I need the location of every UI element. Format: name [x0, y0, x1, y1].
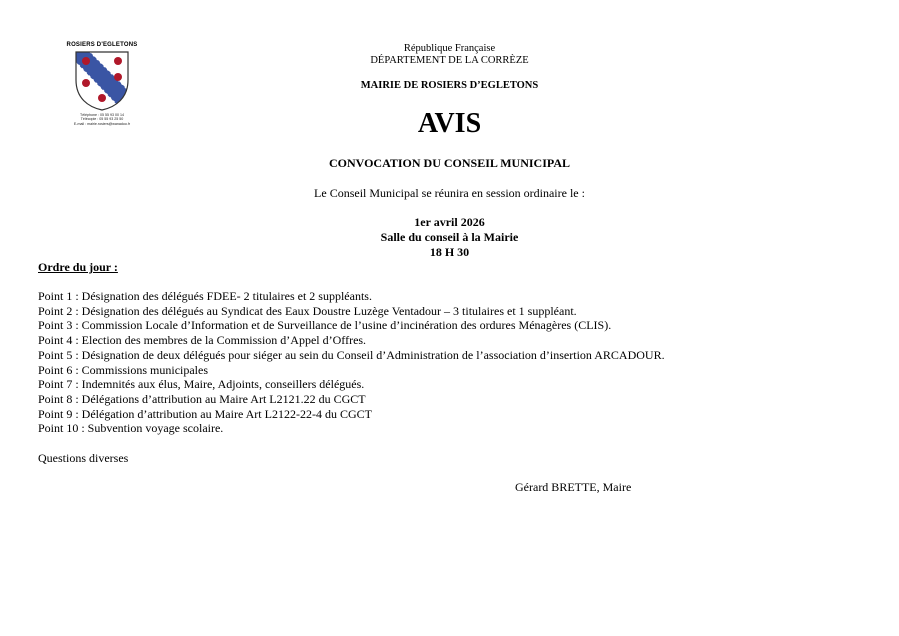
agenda-item: Point 2 : Désignation des délégués au Syndicat des Eaux Doustre Luzège Ventadour – 3 titulaires et 1 suppléant.	[38, 303, 577, 318]
mayor-signature: Gérard BRETTE, Maire	[515, 480, 632, 494]
page-title: AVIS	[417, 108, 482, 139]
agenda-item: Point 7 : Indemnités aux élus, Maire, Adjoints, conseillers délégués.	[38, 377, 365, 392]
agenda-item: Point 1 : Désignation des délégués FDEE- 2 titulaires et 2 suppléants.	[38, 289, 372, 303]
mairie-label: MAIRIE DE ROSIERS D’EGLETONS	[360, 80, 539, 91]
agenda-item: Point 5 : Désignation de deux délégués pour siéger au sein du Conseil d’Administration de l’association d’insertion ARCADOUR.	[38, 347, 665, 362]
agenda-item: Point 4 : Election des membres de la Commission d’Appel d’Offres.	[38, 333, 367, 348]
questions-diverses: Questions diverses	[38, 451, 129, 465]
logo-fax: Télécopie : 05 55 93 25 50	[80, 117, 124, 122]
logo-title: ROSIERS D'EGLETONS	[66, 42, 138, 48]
republic-label: République Française	[403, 43, 496, 54]
meeting-place: Salle du conseil à la Mairie	[380, 230, 519, 244]
agenda-item: Point 10 : Subvention voyage scolaire.	[38, 421, 224, 436]
agenda-title: Ordre du jour :	[38, 260, 118, 274]
logo-email: E-mail : mairie.rosiers@wanadoo.fr	[73, 121, 131, 126]
meeting-details	[0, 215, 899, 260]
agenda-list	[38, 289, 665, 436]
department-label: DÉPARTEMENT DE LA CORRÈZE	[370, 55, 529, 66]
notice-subtitle: CONVOCATION DU CONSEIL MUNICIPAL	[328, 156, 570, 170]
header-block	[0, 43, 899, 67]
agenda-item: Point 6 : Commissions municipales	[38, 362, 209, 377]
logo-phone: Téléphone : 05 55 93 00 14	[80, 113, 124, 117]
agenda-item: Point 8 : Délégations d’attribution au Maire Art L2121.22 du CGCT	[38, 391, 366, 406]
meeting-date: 1er avril 2026	[414, 215, 485, 229]
agenda-item: Point 3 : Commission Locale d’Information et de Surveillance de l’usine d’incinération des ordures Ménagères (CLIS).	[38, 318, 612, 333]
notice-intro: Le Conseil Municipal se réunira en session ordinaire le :	[314, 186, 585, 200]
meeting-time: 18 H 30	[429, 245, 470, 259]
agenda-item: Point 9 : Délégation d’attribution au Maire Art L2122-22-4 du CGCT	[38, 406, 372, 421]
